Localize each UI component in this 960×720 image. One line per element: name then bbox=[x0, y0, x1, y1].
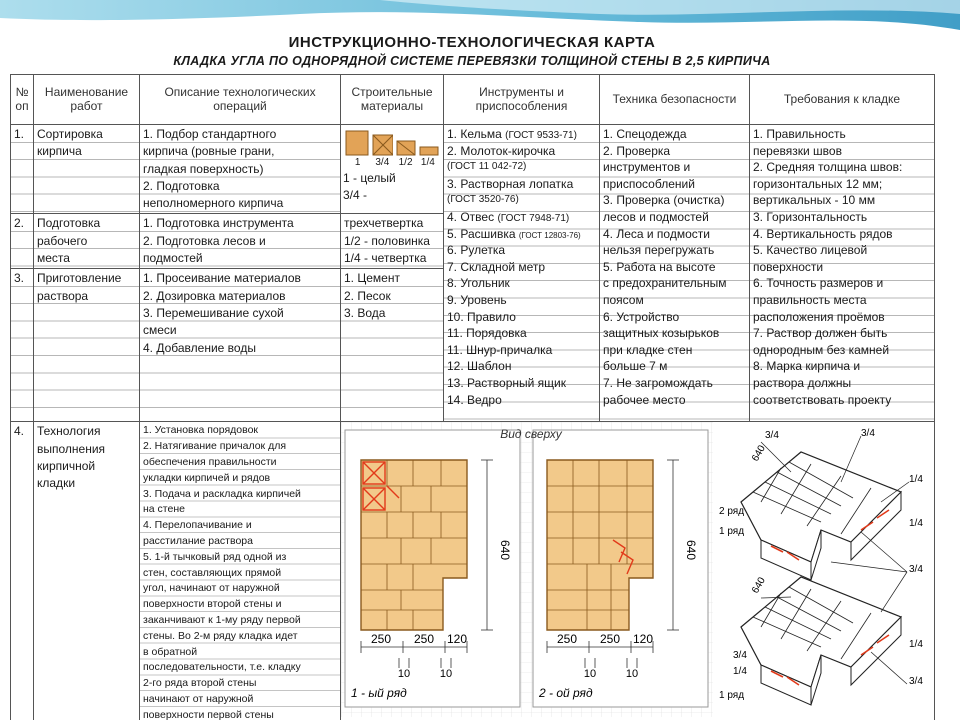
row-ops: 1. Установка порядовок 2. Натягивание причалок для обеспечения правильности укладки кирпичей и рядов 3. Подача и раскладка кирпичей на стене 4. Перелопачивание и расстилание раствора 5. 1-й тычковый ряд одной из стен, составляющих прямой угол, начинают от наружной поверхности второй стены и заканчивают к 1-му ряду первой стены. Во 2-м ряду кладка идет в обратной последовательности, т.е. кладку 2-го ряда второй стены начинают от наружной поверхности первой стены bbox=[140, 422, 341, 720]
quarter-brick-icon bbox=[419, 146, 439, 156]
table-row bbox=[11, 125, 935, 214]
iso-label-1-4: 1/4 bbox=[733, 666, 747, 678]
brick-parts-illustration bbox=[343, 126, 441, 156]
row-name: Подготовка рабочего места bbox=[34, 214, 140, 269]
materials-brick-legend: трехчетвертка 1/2 - половинка 1/4 - четвертка bbox=[341, 214, 444, 269]
iso-label-3-4: 3/4 bbox=[733, 650, 747, 662]
brick-parts-labels: 1 3/4 1/2 1/4 bbox=[354, 157, 435, 168]
iso-dim-640: 640 bbox=[750, 575, 768, 596]
header-tools: Инструменты и приспособления bbox=[444, 75, 600, 125]
table-row bbox=[11, 422, 935, 720]
materials-bricks: 1 3/4 1/2 1/4 1 - целый 3/4 - bbox=[341, 125, 444, 214]
iso-label-1-4: 1/4 bbox=[909, 474, 923, 486]
safety-list: 1. Спецодежда 2. Проверка инструментов и приспособлений 3. Проверка (очистка) лесов и подмостей 4. Леса и подмости нельзя перегружать 5. Работа на высоте с предохранительным поясом 6. Устройство защитных козырьков при кладке стен больше 7 м 7. Не загромождать рабочее место bbox=[600, 125, 750, 422]
masonry-drawings bbox=[341, 422, 935, 720]
instruction-card bbox=[10, 34, 934, 718]
svg-text:250: 250 bbox=[556, 632, 578, 647]
technology-table bbox=[10, 74, 935, 720]
table-header-row bbox=[11, 75, 935, 125]
svg-text:10: 10 bbox=[439, 668, 453, 681]
svg-text:10: 10 bbox=[397, 668, 411, 681]
iso-label-row2: 2 ряд bbox=[719, 506, 745, 518]
header-requirements: Требования к кладке bbox=[750, 75, 935, 125]
half-brick-icon bbox=[396, 140, 416, 156]
svg-text:10: 10 bbox=[625, 668, 639, 681]
svg-text:250: 250 bbox=[599, 632, 621, 647]
row-name: Сортировка кирпича bbox=[34, 125, 140, 214]
iso-lower bbox=[741, 577, 901, 705]
header-materials: Строительные материалы bbox=[341, 75, 444, 125]
row-no: 3. bbox=[11, 269, 34, 422]
iso-label-1-4: 1/4 bbox=[909, 518, 923, 530]
header-safety: Техника безопасности bbox=[600, 75, 750, 125]
row-name: Приготовление раствора bbox=[34, 269, 140, 422]
row-ops: 1. Просеивание материалов 2. Дозировка материалов 3. Перемешивание сухой смеси 4. Добавление воды bbox=[140, 269, 341, 422]
isometric-views bbox=[719, 428, 923, 705]
header-name: Наименование работ bbox=[34, 75, 140, 125]
row-ops: 1. Подготовка инструмента 2. Подготовка лесов и подмостей bbox=[140, 214, 341, 269]
svg-text:120: 120 bbox=[446, 632, 468, 647]
svg-text:250: 250 bbox=[413, 632, 435, 647]
row1-label: 1 - ый ряд bbox=[351, 686, 407, 701]
card-subtitle: КЛАДКА УГЛА ПО ОДНОРЯДНОЙ СИСТЕМЕ ПЕРЕВЯЗКИ ТОЛЩИНОЙ СТЕНЫ В 2,5 КИРПИЧА bbox=[173, 54, 771, 68]
iso-label-row1: 1 ряд bbox=[719, 526, 745, 538]
svg-text:120: 120 bbox=[632, 632, 654, 647]
whole-brick-icon bbox=[345, 130, 369, 156]
svg-text:640: 640 bbox=[684, 540, 698, 561]
row-no: 2. bbox=[11, 214, 34, 269]
materials-mortar: 1. Цемент 2. Песок 3. Вода bbox=[341, 269, 444, 422]
row2-label: 2 - ой ряд bbox=[539, 686, 593, 701]
svg-text:10: 10 bbox=[583, 668, 597, 681]
row-ops: 1. Подбор стандартного кирпича (ровные грани, гладкая поверхность) 2. Подготовка неполномерного кирпича bbox=[140, 125, 341, 214]
header-no: № оп bbox=[11, 75, 34, 125]
iso-label-3-4: 3/4 bbox=[861, 428, 875, 440]
iso-label-1-4: 1/4 bbox=[909, 639, 923, 651]
iso-label-row1: 1 ряд bbox=[719, 690, 745, 702]
svg-text:640: 640 bbox=[498, 540, 512, 561]
tools-list: 1. Кельма (ГОСТ 9533-71) 2. Молоток-кирочка (ГОСТ 11 042-72) 3. Растворная лопатка (ГОСТ 3520-76) 4. Отвес (ГОСТ 7948-71) 5. Расшивка (ГОСТ 12803-76) 6. Рулетка 7. Складной метр 8. Угольник 9. Уровень 10. Правило 11. Порядовка 11. Шнур-причалка 12. Шаблон 13. Растворный ящик 14. Ведро bbox=[444, 125, 600, 422]
iso-label-3-4: 3/4 bbox=[765, 430, 779, 442]
row-name: Технология выполнения кирпичной кладки bbox=[34, 422, 140, 720]
requirements-list: 1. Правильность перевязки швов 2. Средняя толщина швов: горизонтальных 12 мм; вертикальных - 10 мм 3. Горизонтальность 4. Вертикальность рядов 5. Качество лицевой поверхности 6. Точность размеров и правильность места расположения проёмов 7. Раствор должен быть однородным без камней 8. Марка кирпича и раствора должны соответствовать проекту bbox=[750, 125, 935, 422]
top-view-label: Вид сверху bbox=[500, 427, 562, 442]
iso-upper bbox=[741, 452, 901, 580]
iso-label-3-4: 3/4 bbox=[909, 676, 923, 688]
row-no: 4. bbox=[11, 422, 34, 720]
card-title: ИНСТРУКЦИОННО-ТЕХНОЛОГИЧЕСКАЯ КАРТА bbox=[288, 34, 656, 51]
iso-dim-640: 640 bbox=[750, 443, 768, 464]
row-no: 1. bbox=[11, 125, 34, 214]
svg-text:250: 250 bbox=[370, 632, 392, 647]
three-quarter-brick-icon bbox=[372, 134, 394, 156]
iso-label-3-4: 3/4 bbox=[909, 564, 923, 576]
corner-masonry-drawing bbox=[341, 422, 935, 717]
header-description: Описание технологических операций bbox=[140, 75, 341, 125]
